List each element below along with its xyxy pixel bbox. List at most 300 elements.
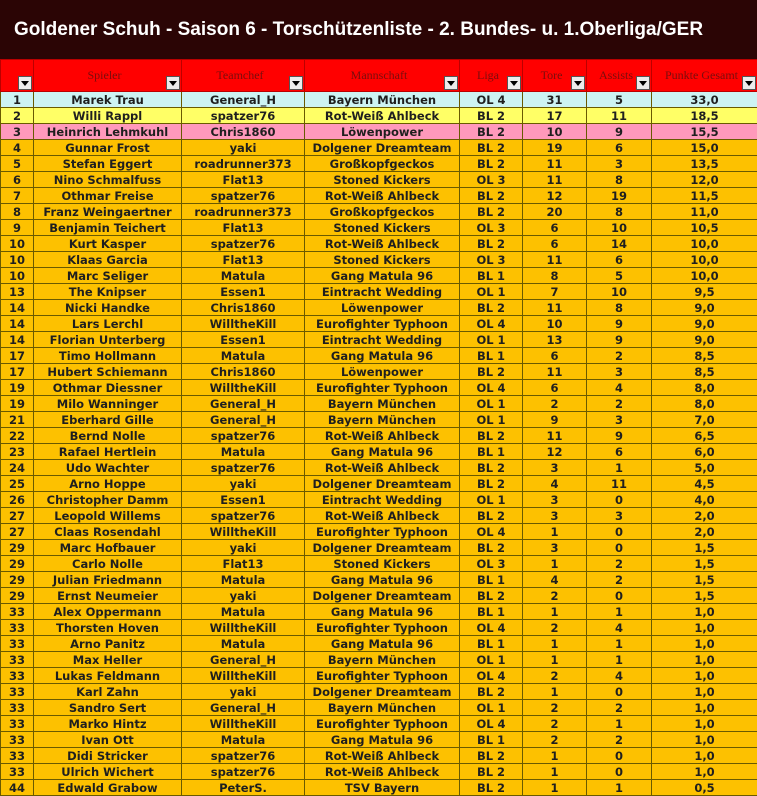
league-cell[interactable]: OL 4 bbox=[460, 316, 523, 332]
points-cell[interactable]: 1,5 bbox=[652, 540, 757, 556]
rank-cell[interactable]: 14 bbox=[1, 300, 34, 316]
player-cell[interactable]: Sandro Sert bbox=[34, 700, 182, 716]
team-cell[interactable]: Großkopfgeckos bbox=[305, 156, 460, 172]
player-cell[interactable]: Leopold Willems bbox=[34, 508, 182, 524]
rank-cell[interactable]: 2 bbox=[1, 108, 34, 124]
team-cell[interactable]: Rot-Weiß Ahlbeck bbox=[305, 748, 460, 764]
team-cell[interactable]: Gang Matula 96 bbox=[305, 604, 460, 620]
player-cell[interactable]: Florian Unterberg bbox=[34, 332, 182, 348]
rank-cell[interactable]: 33 bbox=[1, 684, 34, 700]
goals-cell[interactable]: 3 bbox=[523, 460, 587, 476]
assists-cell[interactable]: 2 bbox=[587, 732, 652, 748]
points-cell[interactable]: 33,0 bbox=[652, 92, 757, 108]
assists-cell[interactable]: 0 bbox=[587, 540, 652, 556]
assists-cell[interactable]: 19 bbox=[587, 188, 652, 204]
goals-cell[interactable]: 9 bbox=[523, 412, 587, 428]
assists-cell[interactable]: 9 bbox=[587, 332, 652, 348]
rank-cell[interactable]: 17 bbox=[1, 364, 34, 380]
assists-cell[interactable]: 5 bbox=[587, 92, 652, 108]
points-cell[interactable]: 9,0 bbox=[652, 300, 757, 316]
goals-cell[interactable]: 4 bbox=[523, 572, 587, 588]
player-cell[interactable]: Marek Trau bbox=[34, 92, 182, 108]
filter-dropdown-icon[interactable] bbox=[444, 76, 458, 90]
team-cell[interactable]: Gang Matula 96 bbox=[305, 268, 460, 284]
goals-cell[interactable]: 11 bbox=[523, 428, 587, 444]
points-cell[interactable]: 1,0 bbox=[652, 636, 757, 652]
team-cell[interactable]: Löwenpower bbox=[305, 300, 460, 316]
goals-cell[interactable]: 3 bbox=[523, 492, 587, 508]
rank-cell[interactable]: 13 bbox=[1, 284, 34, 300]
rank-cell[interactable]: 29 bbox=[1, 540, 34, 556]
player-cell[interactable]: Lars Lerchl bbox=[34, 316, 182, 332]
assists-cell[interactable]: 1 bbox=[587, 780, 652, 796]
team-cell[interactable]: Rot-Weiß Ahlbeck bbox=[305, 460, 460, 476]
goals-cell[interactable]: 1 bbox=[523, 524, 587, 540]
goals-cell[interactable]: 12 bbox=[523, 188, 587, 204]
goals-cell[interactable]: 1 bbox=[523, 556, 587, 572]
teamchef-cell[interactable]: PeterS. bbox=[182, 780, 305, 796]
league-cell[interactable]: OL 4 bbox=[460, 716, 523, 732]
assists-cell[interactable]: 2 bbox=[587, 700, 652, 716]
player-cell[interactable]: Ulrich Wichert bbox=[34, 764, 182, 780]
goals-cell[interactable]: 6 bbox=[523, 220, 587, 236]
goals-cell[interactable]: 6 bbox=[523, 236, 587, 252]
teamchef-cell[interactable]: roadrunner373 bbox=[182, 156, 305, 172]
player-cell[interactable]: Klaas Garcia bbox=[34, 252, 182, 268]
teamchef-cell[interactable]: General_H bbox=[182, 92, 305, 108]
points-cell[interactable]: 10,5 bbox=[652, 220, 757, 236]
team-cell[interactable]: Gang Matula 96 bbox=[305, 636, 460, 652]
goals-cell[interactable]: 1 bbox=[523, 652, 587, 668]
teamchef-cell[interactable]: Matula bbox=[182, 732, 305, 748]
points-cell[interactable]: 6,0 bbox=[652, 444, 757, 460]
assists-cell[interactable]: 0 bbox=[587, 588, 652, 604]
player-cell[interactable]: Heinrich Lehmkuhl bbox=[34, 124, 182, 140]
points-cell[interactable]: 1,0 bbox=[652, 652, 757, 668]
goals-cell[interactable]: 1 bbox=[523, 780, 587, 796]
league-cell[interactable]: BL 1 bbox=[460, 572, 523, 588]
points-cell[interactable]: 15,0 bbox=[652, 140, 757, 156]
league-cell[interactable]: BL 2 bbox=[460, 108, 523, 124]
rank-cell[interactable]: 14 bbox=[1, 332, 34, 348]
player-cell[interactable]: Timo Hollmann bbox=[34, 348, 182, 364]
assists-cell[interactable]: 1 bbox=[587, 604, 652, 620]
team-cell[interactable]: TSV Bayern bbox=[305, 780, 460, 796]
team-cell[interactable]: Dolgener Dreamteam bbox=[305, 540, 460, 556]
player-cell[interactable]: Marko Hintz bbox=[34, 716, 182, 732]
league-cell[interactable]: BL 1 bbox=[460, 636, 523, 652]
teamchef-cell[interactable]: Chris1860 bbox=[182, 124, 305, 140]
assists-cell[interactable]: 2 bbox=[587, 572, 652, 588]
teamchef-cell[interactable]: spatzer76 bbox=[182, 108, 305, 124]
league-cell[interactable]: BL 2 bbox=[460, 300, 523, 316]
league-cell[interactable]: OL 4 bbox=[460, 668, 523, 684]
teamchef-cell[interactable]: WilltheKill bbox=[182, 716, 305, 732]
goals-cell[interactable]: 12 bbox=[523, 444, 587, 460]
points-cell[interactable]: 1,0 bbox=[652, 620, 757, 636]
rank-cell[interactable]: 9 bbox=[1, 220, 34, 236]
points-cell[interactable]: 1,0 bbox=[652, 668, 757, 684]
teamchef-cell[interactable]: yaki bbox=[182, 540, 305, 556]
player-cell[interactable]: Ivan Ott bbox=[34, 732, 182, 748]
points-cell[interactable]: 15,5 bbox=[652, 124, 757, 140]
rank-cell[interactable]: 17 bbox=[1, 348, 34, 364]
team-cell[interactable]: Rot-Weiß Ahlbeck bbox=[305, 236, 460, 252]
player-cell[interactable]: Nicki Handke bbox=[34, 300, 182, 316]
league-cell[interactable]: BL 2 bbox=[460, 140, 523, 156]
points-cell[interactable]: 8,0 bbox=[652, 380, 757, 396]
team-cell[interactable]: Eurofighter Typhoon bbox=[305, 668, 460, 684]
teamchef-cell[interactable]: Flat13 bbox=[182, 556, 305, 572]
league-cell[interactable]: BL 2 bbox=[460, 124, 523, 140]
league-cell[interactable]: OL 1 bbox=[460, 700, 523, 716]
player-cell[interactable]: Lukas Feldmann bbox=[34, 668, 182, 684]
league-cell[interactable]: BL 2 bbox=[460, 684, 523, 700]
league-cell[interactable]: BL 2 bbox=[460, 428, 523, 444]
goals-cell[interactable]: 1 bbox=[523, 748, 587, 764]
points-cell[interactable]: 10,0 bbox=[652, 236, 757, 252]
teamchef-cell[interactable]: yaki bbox=[182, 588, 305, 604]
goals-cell[interactable]: 1 bbox=[523, 764, 587, 780]
player-cell[interactable]: Marc Seliger bbox=[34, 268, 182, 284]
league-cell[interactable]: OL 3 bbox=[460, 220, 523, 236]
goals-cell[interactable]: 11 bbox=[523, 252, 587, 268]
rank-cell[interactable]: 44 bbox=[1, 780, 34, 796]
league-cell[interactable]: OL 3 bbox=[460, 556, 523, 572]
goals-cell[interactable]: 6 bbox=[523, 380, 587, 396]
league-cell[interactable]: BL 2 bbox=[460, 588, 523, 604]
assists-cell[interactable]: 4 bbox=[587, 668, 652, 684]
points-cell[interactable]: 8,5 bbox=[652, 364, 757, 380]
team-cell[interactable]: Löwenpower bbox=[305, 364, 460, 380]
rank-cell[interactable]: 33 bbox=[1, 748, 34, 764]
league-cell[interactable]: OL 3 bbox=[460, 172, 523, 188]
filter-dropdown-icon[interactable] bbox=[742, 76, 756, 90]
teamchef-cell[interactable]: spatzer76 bbox=[182, 188, 305, 204]
teamchef-cell[interactable]: Matula bbox=[182, 604, 305, 620]
player-cell[interactable]: Arno Panitz bbox=[34, 636, 182, 652]
assists-cell[interactable]: 1 bbox=[587, 636, 652, 652]
rank-cell[interactable]: 10 bbox=[1, 268, 34, 284]
player-cell[interactable]: Stefan Eggert bbox=[34, 156, 182, 172]
player-cell[interactable]: Max Heller bbox=[34, 652, 182, 668]
player-cell[interactable]: Claas Rosendahl bbox=[34, 524, 182, 540]
assists-cell[interactable]: 9 bbox=[587, 124, 652, 140]
assists-cell[interactable]: 10 bbox=[587, 284, 652, 300]
points-cell[interactable]: 9,0 bbox=[652, 316, 757, 332]
league-cell[interactable]: BL 1 bbox=[460, 604, 523, 620]
rank-cell[interactable]: 14 bbox=[1, 316, 34, 332]
filter-dropdown-icon[interactable] bbox=[18, 76, 32, 90]
goals-cell[interactable]: 17 bbox=[523, 108, 587, 124]
team-cell[interactable]: Löwenpower bbox=[305, 124, 460, 140]
player-cell[interactable]: Franz Weingaertner bbox=[34, 204, 182, 220]
teamchef-cell[interactable]: General_H bbox=[182, 700, 305, 716]
teamchef-cell[interactable]: Matula bbox=[182, 572, 305, 588]
assists-cell[interactable]: 4 bbox=[587, 620, 652, 636]
player-cell[interactable]: Rafael Hertlein bbox=[34, 444, 182, 460]
filter-dropdown-icon[interactable] bbox=[166, 76, 180, 90]
rank-cell[interactable]: 8 bbox=[1, 204, 34, 220]
points-cell[interactable]: 1,0 bbox=[652, 604, 757, 620]
player-cell[interactable]: Didi Stricker bbox=[34, 748, 182, 764]
teamchef-cell[interactable]: WilltheKill bbox=[182, 668, 305, 684]
goals-cell[interactable]: 3 bbox=[523, 508, 587, 524]
assists-cell[interactable]: 3 bbox=[587, 412, 652, 428]
team-cell[interactable]: Rot-Weiß Ahlbeck bbox=[305, 764, 460, 780]
assists-cell[interactable]: 8 bbox=[587, 172, 652, 188]
league-cell[interactable]: BL 2 bbox=[460, 156, 523, 172]
league-cell[interactable]: BL 1 bbox=[460, 444, 523, 460]
player-cell[interactable]: Othmar Freise bbox=[34, 188, 182, 204]
goals-cell[interactable]: 2 bbox=[523, 668, 587, 684]
player-cell[interactable]: Alex Oppermann bbox=[34, 604, 182, 620]
assists-cell[interactable]: 0 bbox=[587, 684, 652, 700]
teamchef-cell[interactable]: roadrunner373 bbox=[182, 204, 305, 220]
league-cell[interactable]: BL 1 bbox=[460, 348, 523, 364]
player-cell[interactable]: Ernst Neumeier bbox=[34, 588, 182, 604]
teamchef-cell[interactable]: Chris1860 bbox=[182, 300, 305, 316]
league-cell[interactable]: BL 1 bbox=[460, 732, 523, 748]
league-cell[interactable]: BL 2 bbox=[460, 364, 523, 380]
teamchef-cell[interactable]: Matula bbox=[182, 268, 305, 284]
team-cell[interactable]: Eurofighter Typhoon bbox=[305, 316, 460, 332]
goals-cell[interactable]: 1 bbox=[523, 604, 587, 620]
teamchef-cell[interactable]: WilltheKill bbox=[182, 620, 305, 636]
team-cell[interactable]: Dolgener Dreamteam bbox=[305, 140, 460, 156]
rank-cell[interactable]: 10 bbox=[1, 252, 34, 268]
league-cell[interactable]: OL 1 bbox=[460, 412, 523, 428]
teamchef-cell[interactable]: Flat13 bbox=[182, 172, 305, 188]
points-cell[interactable]: 1,0 bbox=[652, 700, 757, 716]
points-cell[interactable]: 11,5 bbox=[652, 188, 757, 204]
team-cell[interactable]: Bayern München bbox=[305, 652, 460, 668]
assists-cell[interactable]: 3 bbox=[587, 156, 652, 172]
teamchef-cell[interactable]: WilltheKill bbox=[182, 316, 305, 332]
assists-cell[interactable]: 9 bbox=[587, 428, 652, 444]
rank-cell[interactable]: 25 bbox=[1, 476, 34, 492]
rank-cell[interactable]: 29 bbox=[1, 588, 34, 604]
team-cell[interactable]: Eintracht Wedding bbox=[305, 284, 460, 300]
goals-cell[interactable]: 11 bbox=[523, 364, 587, 380]
league-cell[interactable]: OL 4 bbox=[460, 524, 523, 540]
assists-cell[interactable]: 10 bbox=[587, 220, 652, 236]
team-cell[interactable]: Bayern München bbox=[305, 92, 460, 108]
league-cell[interactable]: BL 2 bbox=[460, 764, 523, 780]
points-cell[interactable]: 2,0 bbox=[652, 508, 757, 524]
teamchef-cell[interactable]: General_H bbox=[182, 412, 305, 428]
teamchef-cell[interactable]: spatzer76 bbox=[182, 236, 305, 252]
league-cell[interactable]: BL 2 bbox=[460, 476, 523, 492]
points-cell[interactable]: 1,0 bbox=[652, 684, 757, 700]
goals-cell[interactable]: 6 bbox=[523, 348, 587, 364]
points-cell[interactable]: 2,0 bbox=[652, 524, 757, 540]
goals-cell[interactable]: 10 bbox=[523, 316, 587, 332]
teamchef-cell[interactable]: Matula bbox=[182, 348, 305, 364]
filter-dropdown-icon[interactable] bbox=[507, 76, 521, 90]
teamchef-cell[interactable]: General_H bbox=[182, 396, 305, 412]
assists-cell[interactable]: 6 bbox=[587, 140, 652, 156]
rank-cell[interactable]: 33 bbox=[1, 604, 34, 620]
points-cell[interactable]: 1,5 bbox=[652, 572, 757, 588]
points-cell[interactable]: 18,5 bbox=[652, 108, 757, 124]
teamchef-cell[interactable]: spatzer76 bbox=[182, 764, 305, 780]
rank-cell[interactable]: 22 bbox=[1, 428, 34, 444]
points-cell[interactable]: 1,0 bbox=[652, 764, 757, 780]
player-cell[interactable]: Willi Rappl bbox=[34, 108, 182, 124]
assists-cell[interactable]: 0 bbox=[587, 764, 652, 780]
assists-cell[interactable]: 2 bbox=[587, 348, 652, 364]
rank-cell[interactable]: 3 bbox=[1, 124, 34, 140]
player-cell[interactable]: Othmar Diessner bbox=[34, 380, 182, 396]
league-cell[interactable]: BL 2 bbox=[460, 236, 523, 252]
teamchef-cell[interactable]: Flat13 bbox=[182, 252, 305, 268]
assists-cell[interactable]: 2 bbox=[587, 396, 652, 412]
points-cell[interactable]: 5,0 bbox=[652, 460, 757, 476]
goals-cell[interactable]: 11 bbox=[523, 300, 587, 316]
player-cell[interactable]: The Knipser bbox=[34, 284, 182, 300]
assists-cell[interactable]: 14 bbox=[587, 236, 652, 252]
assists-cell[interactable]: 0 bbox=[587, 748, 652, 764]
rank-cell[interactable]: 26 bbox=[1, 492, 34, 508]
player-cell[interactable]: Christopher Damm bbox=[34, 492, 182, 508]
team-cell[interactable]: Bayern München bbox=[305, 412, 460, 428]
points-cell[interactable]: 4,0 bbox=[652, 492, 757, 508]
rank-cell[interactable]: 4 bbox=[1, 140, 34, 156]
rank-cell[interactable]: 33 bbox=[1, 668, 34, 684]
rank-cell[interactable]: 7 bbox=[1, 188, 34, 204]
goals-cell[interactable]: 2 bbox=[523, 716, 587, 732]
team-cell[interactable]: Dolgener Dreamteam bbox=[305, 476, 460, 492]
player-cell[interactable]: Benjamin Teichert bbox=[34, 220, 182, 236]
league-cell[interactable]: BL 2 bbox=[460, 508, 523, 524]
player-cell[interactable]: Edwald Grabow bbox=[34, 780, 182, 796]
league-cell[interactable]: BL 2 bbox=[460, 460, 523, 476]
league-cell[interactable]: OL 4 bbox=[460, 380, 523, 396]
player-cell[interactable]: Hubert Schiemann bbox=[34, 364, 182, 380]
points-cell[interactable]: 1,5 bbox=[652, 556, 757, 572]
team-cell[interactable]: Gang Matula 96 bbox=[305, 572, 460, 588]
team-cell[interactable]: Eurofighter Typhoon bbox=[305, 620, 460, 636]
rank-cell[interactable]: 6 bbox=[1, 172, 34, 188]
teamchef-cell[interactable]: spatzer76 bbox=[182, 508, 305, 524]
team-cell[interactable]: Rot-Weiß Ahlbeck bbox=[305, 188, 460, 204]
team-cell[interactable]: Gang Matula 96 bbox=[305, 348, 460, 364]
player-cell[interactable]: Kurt Kasper bbox=[34, 236, 182, 252]
goals-cell[interactable]: 13 bbox=[523, 332, 587, 348]
points-cell[interactable]: 4,5 bbox=[652, 476, 757, 492]
points-cell[interactable]: 6,5 bbox=[652, 428, 757, 444]
assists-cell[interactable]: 4 bbox=[587, 380, 652, 396]
points-cell[interactable]: 1,5 bbox=[652, 588, 757, 604]
goals-cell[interactable]: 2 bbox=[523, 700, 587, 716]
assists-cell[interactable]: 6 bbox=[587, 252, 652, 268]
league-cell[interactable]: OL 3 bbox=[460, 252, 523, 268]
filter-dropdown-icon[interactable] bbox=[571, 76, 585, 90]
goals-cell[interactable]: 11 bbox=[523, 156, 587, 172]
player-cell[interactable]: Bernd Nolle bbox=[34, 428, 182, 444]
rank-cell[interactable]: 33 bbox=[1, 700, 34, 716]
rank-cell[interactable]: 21 bbox=[1, 412, 34, 428]
teamchef-cell[interactable]: yaki bbox=[182, 140, 305, 156]
points-cell[interactable]: 1,0 bbox=[652, 732, 757, 748]
goals-cell[interactable]: 8 bbox=[523, 268, 587, 284]
points-cell[interactable]: 12,0 bbox=[652, 172, 757, 188]
assists-cell[interactable]: 8 bbox=[587, 204, 652, 220]
rank-cell[interactable]: 33 bbox=[1, 764, 34, 780]
player-cell[interactable]: Julian Friedmann bbox=[34, 572, 182, 588]
team-cell[interactable]: Gang Matula 96 bbox=[305, 732, 460, 748]
rank-cell[interactable]: 33 bbox=[1, 652, 34, 668]
rank-cell[interactable]: 29 bbox=[1, 556, 34, 572]
points-cell[interactable]: 1,0 bbox=[652, 716, 757, 732]
league-cell[interactable]: BL 2 bbox=[460, 204, 523, 220]
teamchef-cell[interactable]: WilltheKill bbox=[182, 524, 305, 540]
team-cell[interactable]: Bayern München bbox=[305, 396, 460, 412]
points-cell[interactable]: 13,5 bbox=[652, 156, 757, 172]
points-cell[interactable]: 8,5 bbox=[652, 348, 757, 364]
rank-cell[interactable]: 29 bbox=[1, 572, 34, 588]
rank-cell[interactable]: 33 bbox=[1, 636, 34, 652]
team-cell[interactable]: Bayern München bbox=[305, 700, 460, 716]
assists-cell[interactable]: 9 bbox=[587, 316, 652, 332]
assists-cell[interactable]: 11 bbox=[587, 108, 652, 124]
assists-cell[interactable]: 8 bbox=[587, 300, 652, 316]
player-cell[interactable]: Thorsten Hoven bbox=[34, 620, 182, 636]
assists-cell[interactable]: 2 bbox=[587, 556, 652, 572]
league-cell[interactable]: BL 2 bbox=[460, 748, 523, 764]
rank-cell[interactable]: 19 bbox=[1, 396, 34, 412]
player-cell[interactable]: Carlo Nolle bbox=[34, 556, 182, 572]
teamchef-cell[interactable]: Essen1 bbox=[182, 332, 305, 348]
league-cell[interactable]: OL 1 bbox=[460, 652, 523, 668]
team-cell[interactable]: Gang Matula 96 bbox=[305, 444, 460, 460]
goals-cell[interactable]: 1 bbox=[523, 636, 587, 652]
team-cell[interactable]: Rot-Weiß Ahlbeck bbox=[305, 428, 460, 444]
teamchef-cell[interactable]: Matula bbox=[182, 636, 305, 652]
rank-cell[interactable]: 33 bbox=[1, 716, 34, 732]
rank-cell[interactable]: 27 bbox=[1, 508, 34, 524]
league-cell[interactable]: BL 2 bbox=[460, 540, 523, 556]
assists-cell[interactable]: 3 bbox=[587, 364, 652, 380]
goals-cell[interactable]: 2 bbox=[523, 588, 587, 604]
assists-cell[interactable]: 3 bbox=[587, 508, 652, 524]
teamchef-cell[interactable]: spatzer76 bbox=[182, 460, 305, 476]
assists-cell[interactable]: 0 bbox=[587, 492, 652, 508]
teamchef-cell[interactable]: Flat13 bbox=[182, 220, 305, 236]
player-cell[interactable]: Gunnar Frost bbox=[34, 140, 182, 156]
points-cell[interactable]: 11,0 bbox=[652, 204, 757, 220]
rank-cell[interactable]: 5 bbox=[1, 156, 34, 172]
goals-cell[interactable]: 2 bbox=[523, 620, 587, 636]
team-cell[interactable]: Stoned Kickers bbox=[305, 172, 460, 188]
goals-cell[interactable]: 3 bbox=[523, 540, 587, 556]
league-cell[interactable]: BL 2 bbox=[460, 188, 523, 204]
points-cell[interactable]: 1,0 bbox=[652, 748, 757, 764]
league-cell[interactable]: OL 4 bbox=[460, 620, 523, 636]
league-cell[interactable]: OL 4 bbox=[460, 92, 523, 108]
points-cell[interactable]: 7,0 bbox=[652, 412, 757, 428]
rank-cell[interactable]: 33 bbox=[1, 732, 34, 748]
rank-cell[interactable]: 23 bbox=[1, 444, 34, 460]
teamchef-cell[interactable]: Chris1860 bbox=[182, 364, 305, 380]
assists-cell[interactable]: 1 bbox=[587, 460, 652, 476]
rank-cell[interactable]: 33 bbox=[1, 620, 34, 636]
assists-cell[interactable]: 1 bbox=[587, 716, 652, 732]
player-cell[interactable]: Arno Hoppe bbox=[34, 476, 182, 492]
goals-cell[interactable]: 19 bbox=[523, 140, 587, 156]
team-cell[interactable]: Eurofighter Typhoon bbox=[305, 380, 460, 396]
